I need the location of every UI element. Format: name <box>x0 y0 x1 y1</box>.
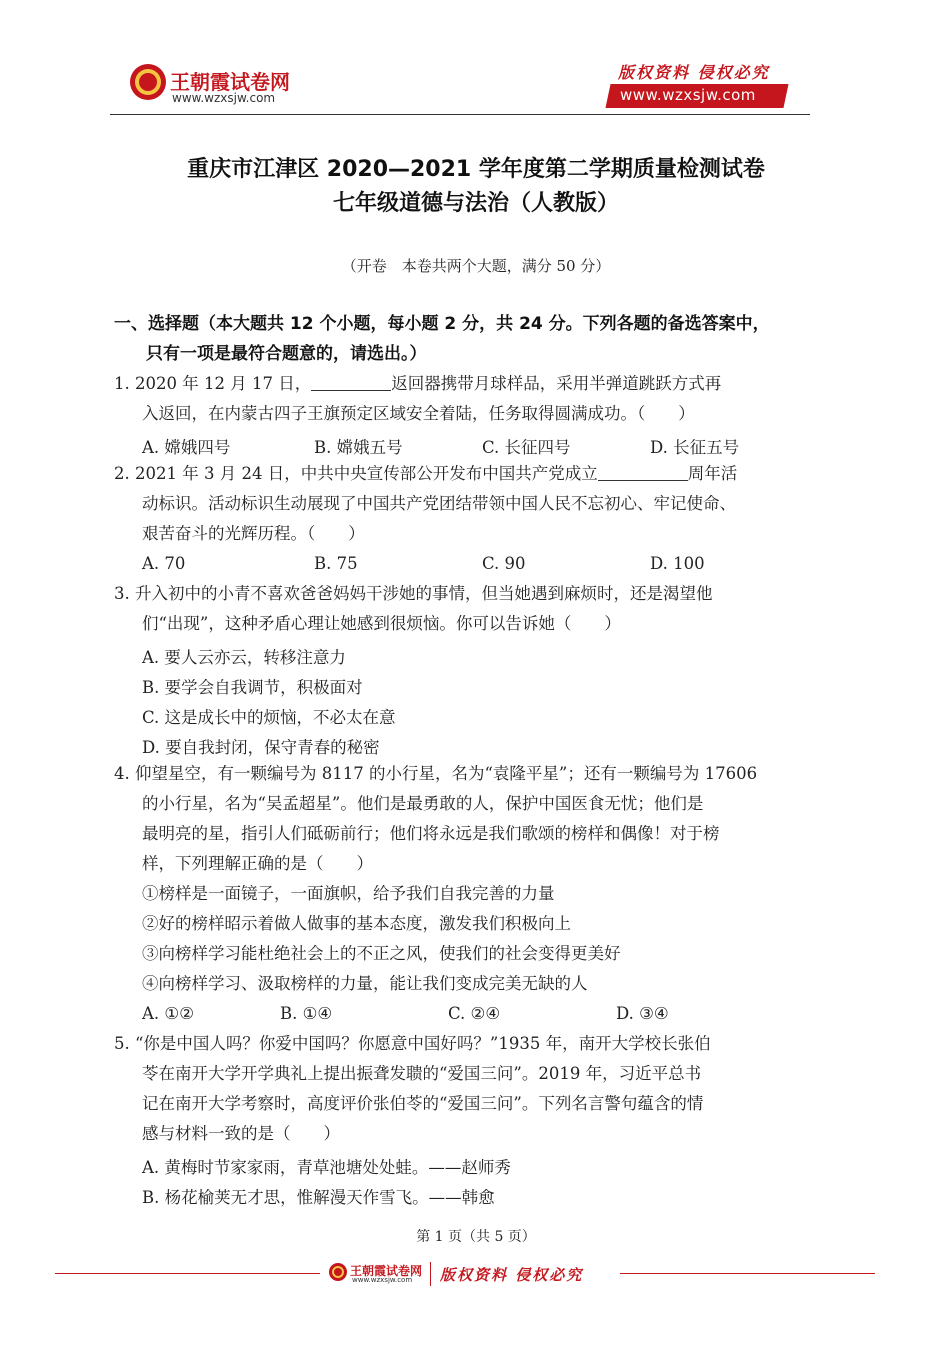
question-text: 返回器携带月球样品，采用半弹道跳跃方式再 <box>391 374 722 393</box>
question-text: 1. 2020 年 12 月 17 日， <box>114 374 312 393</box>
answer-blank <box>598 464 688 481</box>
footer-rights: 版权资料 侵权必究 <box>440 1266 584 1284</box>
header-banner-url[interactable]: www.wzxsjw.com <box>620 86 756 104</box>
option-c: C. 这是成长中的烦恼，不必太在意 <box>142 708 396 727</box>
header-divider <box>110 114 810 115</box>
footer-rule-right <box>620 1273 875 1274</box>
option-c: C. 90 <box>482 554 526 573</box>
footer-divider <box>430 1262 431 1286</box>
option-d: D. 长征五号 <box>650 438 740 457</box>
question-4: 4. 仰望星空，有一颗编号为 8117 的小行星，名为“袁隆平星”；还有一颗编号为 17606 <box>114 764 758 783</box>
statement-4: ④向榜样学习、汲取榜样的力量，能让我们变成完美无缺的人 <box>142 974 588 993</box>
question-3: 3. 升入初中的小青不喜欢爸爸妈妈干涉她的事情，但当她遇到麻烦时，还是渴望他 <box>114 584 713 603</box>
exam-title: 重庆市江津区 2020—2021 学年度第二学期质量检测试卷 <box>187 157 765 182</box>
question-text: 动标识。活动标识生动展现了中国共产党团结带领中国人民不忘初心、牢记使命、 <box>142 494 736 513</box>
question-5: 5. “你是中国人吗？你爱中国吗？你愿意中国好吗？”1935 年，南开大学校长张伯 <box>114 1034 711 1053</box>
question-2 <box>114 464 737 484</box>
footer-url[interactable]: www.wzxsjw.com <box>352 1276 413 1284</box>
option-b: B. ①④ <box>280 1004 333 1023</box>
section-heading-cont: 只有一项是最符合题意的，请选出。） <box>146 344 427 364</box>
page-number: 第 1 页（共 5 页） <box>416 1229 536 1245</box>
statement-3: ③向榜样学习能杜绝社会上的不正之风，使我们的社会变得更美好 <box>142 944 621 963</box>
option-c: C. ②④ <box>448 1004 501 1023</box>
question-text: 最明亮的星，指引人们砥砺前行；他们将永远是我们歌颂的榜样和偶像！对于榜 <box>142 824 720 843</box>
exam-note: （开卷 本卷共两个大题，满分 50 分） <box>341 257 611 275</box>
option-d: D. 要自我封闭，保守青春的秘密 <box>142 738 380 757</box>
question-text: 感与材料一致的是（ ） <box>142 1124 340 1143</box>
option-a: A. 黄梅时节家家雨，青草池塘处处蛙。——赵师秀 <box>142 1158 511 1177</box>
statement-2: ②好的榜样昭示着做人做事的基本态度，激发我们积极向上 <box>142 914 571 933</box>
question-text: 样，下列理解正确的是（ ） <box>142 854 373 873</box>
option-d: D. ③④ <box>616 1004 669 1023</box>
option-d: D. 100 <box>650 554 705 573</box>
option-b: B. 要学会自我调节，积极面对 <box>142 678 363 697</box>
option-a: A. ①② <box>142 1004 194 1023</box>
section-heading: 一、选择题（本大题共 12 个小题，每小题 2 分，共 24 分。下列各题的备选答案中， <box>114 314 770 334</box>
option-b: B. 杨花榆荚无才思，惟解漫天作雪飞。——韩愈 <box>142 1188 495 1207</box>
question-text: 的小行星，名为“吴孟超星”。他们是最勇敢的人，保护中国医食无忧；他们是 <box>142 794 704 813</box>
option-a: A. 要人云亦云，转移注意力 <box>142 648 346 667</box>
header-url[interactable]: www.wzxsjw.com <box>172 91 276 105</box>
question-text: 入返回，在内蒙古四子王旗预定区域安全着陆，任务取得圆满成功。（ ） <box>142 404 695 423</box>
question-1 <box>114 374 721 394</box>
statement-1: ①榜样是一面镜子，一面旗帜，给予我们自我完善的力量 <box>142 884 555 903</box>
question-text: 苓在南开大学开学典礼上提出振聋发聩的“爱国三问”。2019 年，习近平总书 <box>142 1064 702 1083</box>
option-b: B. 嫦娥五号 <box>314 438 403 457</box>
header-brand: 王朝霞试卷网 <box>170 70 290 94</box>
question-text: 艰苦奋斗的光辉历程。（ ） <box>142 524 365 543</box>
option-a: A. 嫦娥四号 <box>142 438 231 457</box>
exam-subject: 七年级道德与法治（人教版） <box>332 191 619 216</box>
option-c: C. 长征四号 <box>482 438 571 457</box>
answer-blank <box>311 374 391 391</box>
footer-brand: 王朝霞试卷网 <box>350 1264 423 1278</box>
question-text: 周年活 <box>687 464 738 483</box>
option-a: A. 70 <box>142 554 186 573</box>
question-text: 2. 2021 年 3 月 24 日，中共中央宣传部公开发布中国共产党成立 <box>114 464 598 483</box>
question-text: 们“出现”，这种矛盾心理让她感到很烦恼。你可以告诉她（ ） <box>142 614 621 633</box>
footer-seal-icon <box>328 1262 348 1282</box>
brand-seal-icon <box>128 62 168 102</box>
option-b: B. 75 <box>314 554 358 573</box>
footer-rule-left <box>55 1273 320 1274</box>
question-text: 记在南开大学考察时，高度评价张伯苓的“爱国三问”。下列名言警句蕴含的情 <box>142 1094 704 1113</box>
header-rights: 版权资料 侵权必究 <box>618 63 770 82</box>
